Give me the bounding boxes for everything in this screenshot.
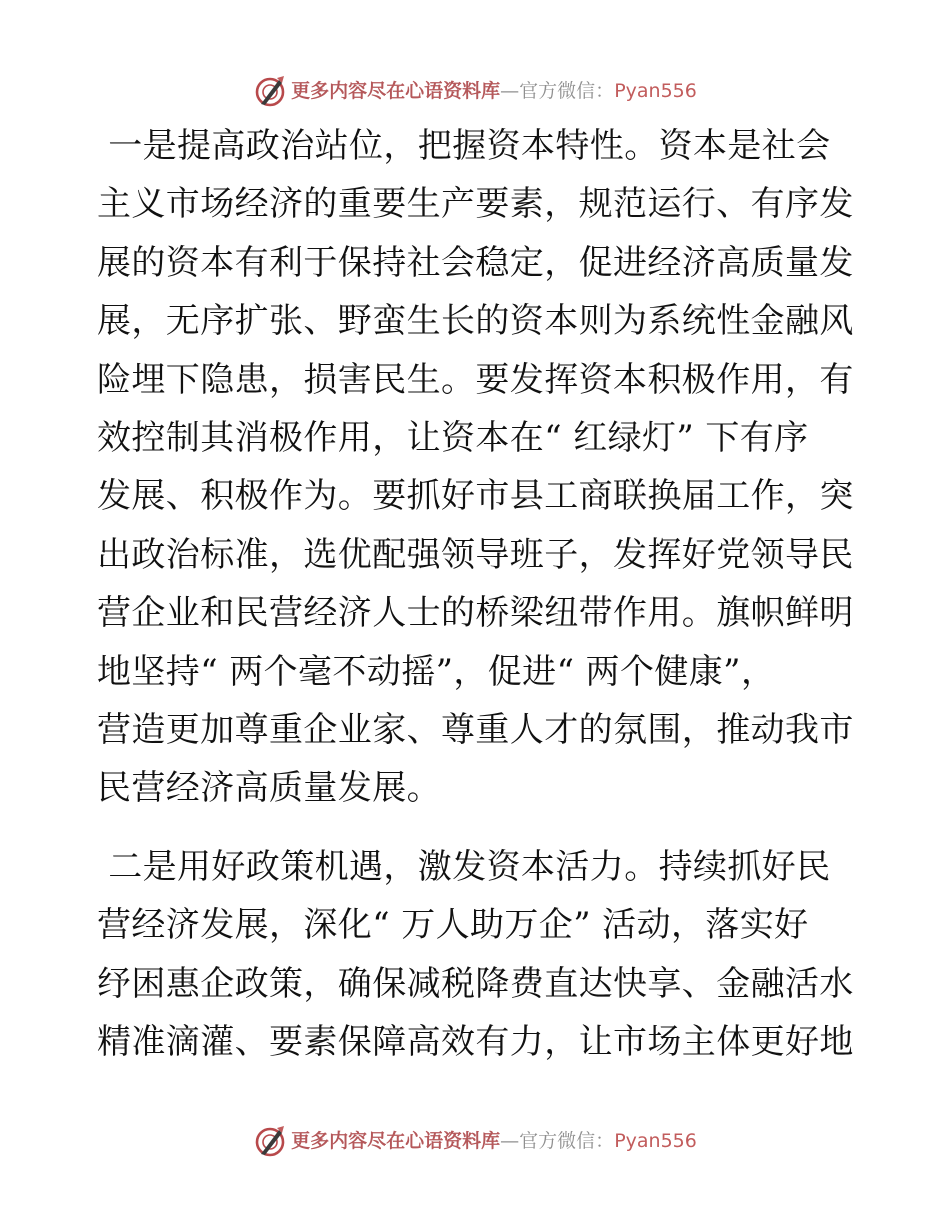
paragraph <box>97 838 857 1072</box>
quill-logo-icon <box>253 1124 287 1158</box>
banner-brand-text: 更多内容尽在心语资料库 <box>291 1130 501 1152</box>
banner-brand-text: 更多内容尽在心语资料库 <box>291 80 501 102</box>
text-line: 主义市场经济的重要生产要素，规范运行、有序发 <box>97 184 854 225</box>
quill-logo-icon <box>253 74 287 108</box>
text-line: 营经济发展，深化“ 万人助万企” 活动，落实好 <box>97 905 809 946</box>
banner-wechat-label: 官方微信： <box>519 1130 615 1152</box>
banner-separator: — <box>500 80 520 102</box>
text-line: 出政治标准，选优配强领导班子，发挥好党领导民 <box>97 534 854 575</box>
text-line: 险埋下隐患，损害民生。要发挥资本积极作用，有 <box>97 359 854 400</box>
banner-wechat-handle: Pyan556 <box>614 1130 697 1152</box>
text-line: 民营经济高质量发展。 <box>97 768 441 809</box>
text-line: 营造更加尊重企业家、尊重人才的氛围，推动我市 <box>97 710 854 751</box>
text-line: 发展、积极作为。要抓好市县工商联换届工作，突 <box>97 476 854 517</box>
text-line: 营企业和民营经济人士的桥梁纽带作用。旗帜鲜明 <box>97 593 854 634</box>
text-line: 地坚持“ 两个毫不动摇”，促进“ 两个健康”， <box>97 651 776 692</box>
paragraph <box>97 117 857 818</box>
banner-separator: — <box>500 1130 520 1152</box>
text-line: 精准滴灌、要素保障高效有力，让市场主体更好地 <box>97 1022 854 1063</box>
document-body <box>97 117 857 1072</box>
banner-wechat-handle: Pyan556 <box>614 80 697 102</box>
paragraph-spacer <box>97 818 857 838</box>
text-line: 纾困惠企政策，确保减税降费直达快享、金融活水 <box>97 963 854 1004</box>
text-line: 二是用好政策机遇，激发资本活力。持续抓好民 <box>97 846 831 887</box>
banner-wechat-label: 官方微信： <box>519 80 615 102</box>
text-line: 展，无序扩张、野蛮生长的资本则为系统性金融风 <box>97 301 854 342</box>
footer-banner <box>0 1121 950 1161</box>
text-line: 展的资本有利于保持社会稳定，促进经济高质量发 <box>97 242 854 283</box>
text-line: 一是提高政治站位，把握资本特性。资本是社会 <box>97 126 831 166</box>
text-line: 效控制其消极作用，让资本在“ 红绿灯” 下有序 <box>97 418 809 459</box>
header-banner <box>0 71 950 111</box>
